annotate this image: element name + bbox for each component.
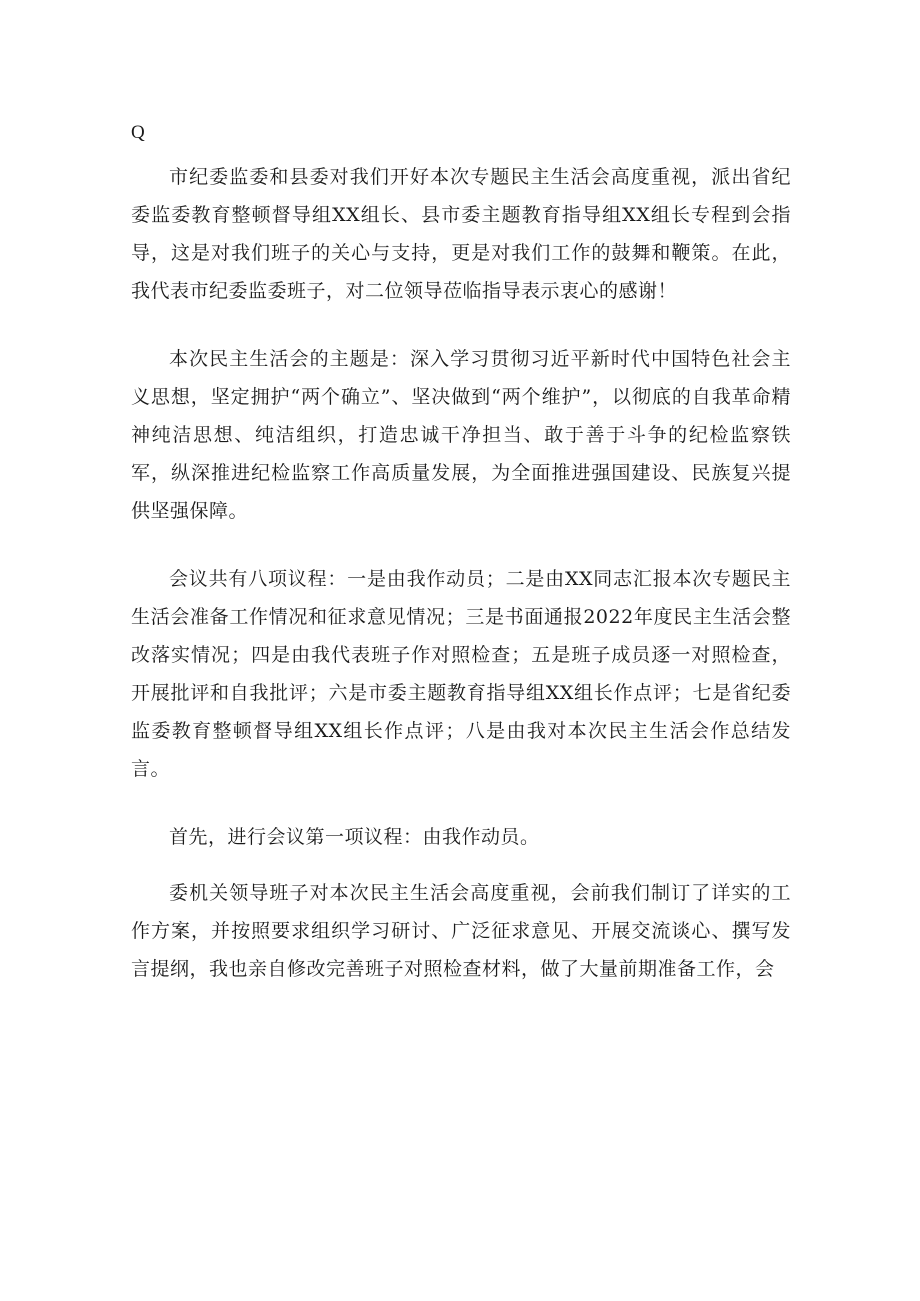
paragraph-opening-thanks: 市纪委监委和县委对我们开好本次专题民主生活会高度重视，派出省纪委监委教育整顿督导组XX组长、县市委主题教育指导组XX组长专程到会指导，这是对我们班子的关心与支持，更是对我们工作的鼓舞和鞭策。在此，我代表市纪委监委班子，对二位领导莅临指导表示衷心的感谢！ [131, 166, 791, 302]
paragraph-preparation: 委机关领导班子对本次民主生活会高度重视，会前我们制订了详实的工作方案，并按照要求组织学习研讨、广泛征求意见、开展交流谈心、撰写发言提纲，我也亲自修改完善班子对照检查材料，做了大量前期准备工作，会 [131, 882, 791, 980]
document-body [131, 158, 791, 1018]
paragraph-meeting-theme: 本次民主生活会的主题是：深入学习贯彻习近平新时代中国特色社会主义思想，坚定拥护“两个确立”、坚决做到“两个维护”，以彻底的自我革命精神纯洁思想、纯洁组织，打造忠诚干净担当、敢于善于斗争的纪检监察铁军，纵深推进纪检监察工作高质量发展，为全面推进强国建设、民族复兴提供坚强保障。 [131, 348, 791, 522]
paragraph-first-item: 首先，进行会议第一项议程：由我作动员。 [169, 826, 540, 848]
paragraph-agenda: 会议共有八项议程：一是由我作动员；二是由XX同志汇报本次专题民主生活会准备工作情况和征求意见情况；三是书面通报2022年度民主生活会整改落实情况；四是由我代表班子作对照检查；五是班子成员逐一对照检查，开展批评和自我批评；六是市委主题教育指导组XX组长作点评；七是省纪委监委教育整顿督导组XX组长作点评；八是由我对本次民主生活会作总结发言。 [131, 568, 791, 780]
page-marker: Q [131, 122, 145, 143]
